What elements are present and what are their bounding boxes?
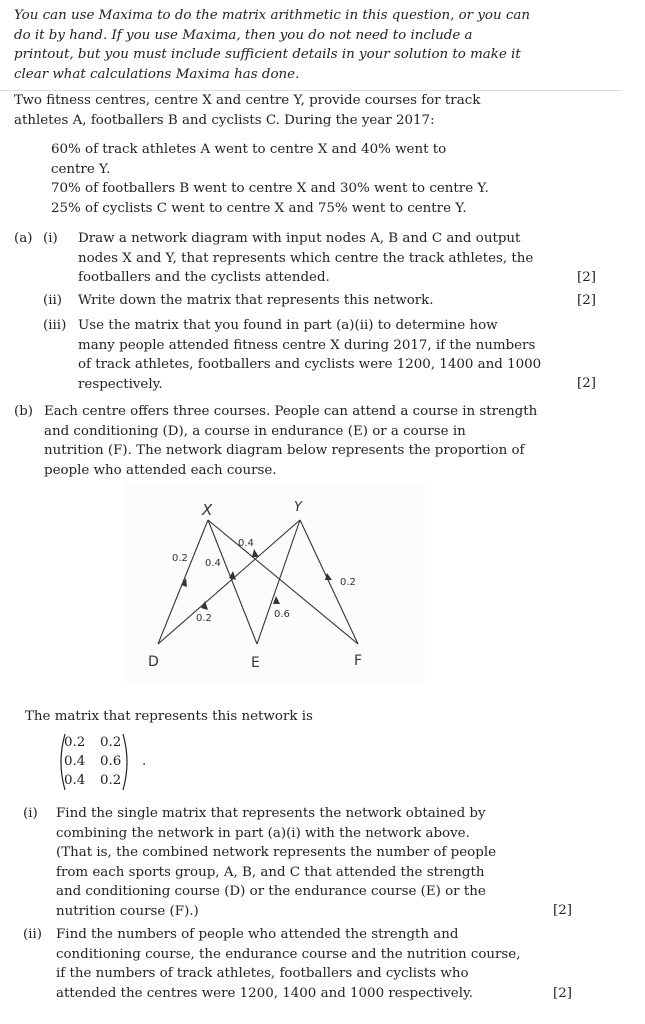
part-b-ii-label: (ii)	[23, 927, 43, 942]
node-d: D	[148, 654, 159, 670]
right-bracket	[122, 733, 132, 791]
part-b-ii-text	[56, 925, 546, 1003]
part-b-text	[44, 402, 564, 480]
matrix-intro: The matrix that represents this network is	[25, 709, 313, 724]
part-a-ii-label: (ii)	[43, 293, 63, 308]
context-line: Two fitness centres, centre X and centre Y, provide courses for track	[14, 93, 481, 108]
question-line: attended the centres were 1200, 1400 and 1000 respectively.	[56, 985, 474, 1001]
matrix-cell: 0.4	[64, 754, 86, 769]
maxima-instructions	[14, 6, 614, 84]
part-b-label: (b)	[14, 404, 34, 419]
question-line: from each sports group, A, B, and C that attended the strength	[56, 864, 485, 880]
context-line: athletes A, footballers B and cyclists C. During the year 2017:	[14, 112, 435, 128]
part-a-i-text	[78, 229, 558, 288]
question-line: respectively.	[78, 376, 163, 392]
course-matrix	[56, 733, 147, 793]
part-a-label: (a)	[14, 231, 33, 246]
mark-b-i: [2]	[553, 903, 572, 918]
question-line: if the numbers of track athletes, footballers and cyclists who	[56, 966, 469, 981]
diagram-background	[125, 483, 425, 683]
weight-y-d: 0.2	[196, 613, 212, 624]
node-y: Y	[294, 500, 302, 515]
network-diagram	[125, 483, 425, 683]
weight-y-f: 0.2	[340, 577, 356, 588]
part-a-iii-text	[78, 316, 558, 394]
statistics-block	[51, 140, 611, 218]
question-line: of track athletes, footballers and cyclists were 1200, 1400 and 1000	[78, 357, 542, 372]
mark-a-iii: [2]	[577, 376, 596, 391]
part-b-i-text	[56, 804, 546, 921]
matrix-cell: 0.4	[64, 773, 86, 788]
question-line: nutrition course (F).)	[56, 903, 199, 919]
question-line: footballers and the cyclists attended.	[78, 270, 330, 285]
instruction-line: clear what calculations Maxima has done.	[14, 66, 300, 82]
matrix-period: .	[142, 754, 147, 769]
matrix-cell: 0.2	[100, 773, 122, 788]
question-line: nutrition (F). The network diagram below represents the proportion of	[44, 443, 525, 458]
instruction-line: do it by hand. If you use Maxima, then you do not need to include a	[14, 27, 473, 43]
matrix-cell: 0.2	[64, 735, 86, 750]
instruction-line: You can use Maxima to do the matrix arithmetic in this question, or you can	[14, 8, 530, 23]
weight-x-e: 0.4	[205, 558, 221, 569]
question-line: many people attended fitness centre X during 2017, if the numbers	[78, 337, 536, 353]
question-line: Use the matrix that you found in part (a)(ii) to determine how	[78, 318, 498, 333]
stat-line: 60% of track athletes A went to centre X and 40% went to	[51, 142, 447, 157]
part-a-i-label: (i)	[43, 231, 58, 246]
question-line: Find the single matrix that represents the network obtained by	[56, 806, 486, 821]
part-a-iii-label: (iii)	[43, 318, 67, 333]
matrix-cell: 0.2	[100, 735, 122, 750]
matrix-cell: 0.6	[100, 754, 122, 769]
question-line: (That is, the combined network represents the number of people	[56, 845, 497, 860]
question-line: people who attended each course.	[44, 462, 277, 478]
question-line: nodes X and Y, that represents which centre the track athletes, the	[78, 250, 534, 266]
node-f: F	[354, 653, 363, 669]
question-line: Each centre offers three courses. People can attend a course in strength	[44, 404, 538, 419]
stat-line: centre Y.	[51, 161, 111, 177]
part-b-i-label: (i)	[23, 806, 38, 821]
weight-y-e: 0.6	[274, 609, 290, 620]
mark-a-ii: [2]	[577, 293, 596, 308]
node-e: E	[251, 655, 260, 671]
stat-line: 25% of cyclists C went to centre X and 75% went to centre Y.	[51, 200, 467, 216]
mark-a-i: [2]	[577, 270, 596, 285]
context-paragraph	[14, 91, 574, 130]
question-line: and conditioning (D), a course in endurance (E) or a course in	[44, 423, 466, 439]
question-line: and conditioning course (D) or the endurance course (E) or the	[56, 884, 486, 899]
mark-b-ii: [2]	[553, 986, 572, 1001]
question-line: combining the network in part (a)(i) with the network above.	[56, 825, 470, 841]
part-a-ii-text: Write down the matrix that represents this network.	[78, 293, 434, 308]
node-x: X	[202, 501, 213, 519]
weight-x-f: 0.4	[238, 538, 254, 549]
question-line: Draw a network diagram with input nodes A, B and C and output	[78, 231, 521, 246]
weight-x-d: 0.2	[172, 553, 188, 564]
stat-line: 70% of footballers B went to centre X and 30% went to centre Y.	[51, 181, 489, 196]
instruction-line: printout, but you must include sufficient details in your solution to make it	[14, 47, 521, 62]
question-line: Find the numbers of people who attended the strength and	[56, 927, 459, 942]
question-line: conditioning course, the endurance course and the nutrition course,	[56, 946, 521, 962]
